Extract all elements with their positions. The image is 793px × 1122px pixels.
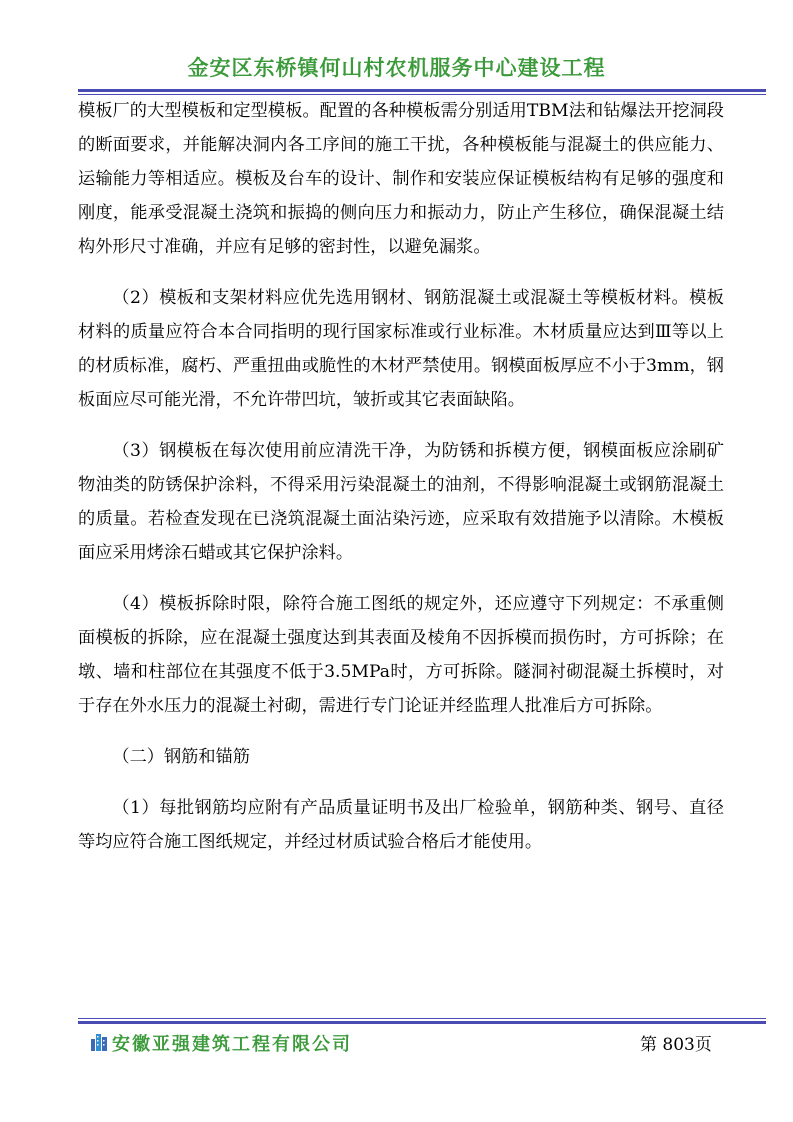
section-heading: （二）钢筋和锚筋 [112,747,250,767]
paragraph-item-3: （3）钢模板在每次使用前应清洗干净，为防锈和拆模方便，钢模面板应涂刷矿物油类的防锈保护涂料，不得采用污染混凝土的油剂，不得影响混凝土或钢筋混凝土的质量。若检查发现在已浇筑混凝土面沾染污迹，应采取有效措施予以清除。木模板面应采用烤涂石蜡或其它保护涂料。 [78,441,724,563]
paragraph-item-1: （1）每批钢筋均应附有产品质量证明书及出厂检验单，钢筋种类、钢号、直径等均应符合施工图纸规定，并经过材质试验合格后才能使用。 [78,798,724,852]
page-header-title: 金安区东桥镇何山村农机服务中心建设工程 [187,56,606,80]
paragraph-continuation: 模板厂的大型模板和定型模板。配置的各种模板需分别适用TBM法和钻爆法开挖洞段的断面要求，并能解决洞内各工序间的施工干扰，各种模板能与混凝土的供应能力、运输能力等相适应。模板及台车的设计、制作和安装应保证模板结构有足够的强度和刚度，能承受混凝土浇筑和振捣的侧向压力和振动力，防止产生移位，确保混凝土结构外形尺寸准确，并应有足够的密封性，以避免漏浆。 [78,101,724,257]
building-logo-icon [90,1031,108,1051]
document-body [78,94,724,876]
paragraph-item-4: （4）模板拆除时限，除符合施工图纸的规定外，还应遵守下列规定：不承重侧面模板的拆除，应在混凝土强度达到其表面及棱角不因拆模而损伤时，方可拆除；在墩、墙和柱部位在其强度不低于3.5MPa时，方可拆除。隧洞衬砌混凝土拆模时，对于存在外水压力的混凝土衬砌，需进行专门论证并经监理人批准后方可拆除。 [78,594,724,716]
footer-company-name: 安徽亚强建筑工程有限公司 [112,1034,352,1055]
paragraph-item-2: （2）模板和支架材料应优先选用钢材、钢筋混凝土或混凝土等模板材料。模板材料的质量应符合本合同指明的现行国家标准或行业标准。木材质量应达到Ⅲ等以上的材质标准，腐朽、严重扭曲或脆性的木材严禁使用。钢模面板厚应不小于3mm，钢板面应尽可能光滑，不允许带凹坑，皱折或其它表面缺陷。 [78,288,724,410]
page-number: 第 803页 [640,1035,712,1055]
footer-divider [78,1018,766,1024]
